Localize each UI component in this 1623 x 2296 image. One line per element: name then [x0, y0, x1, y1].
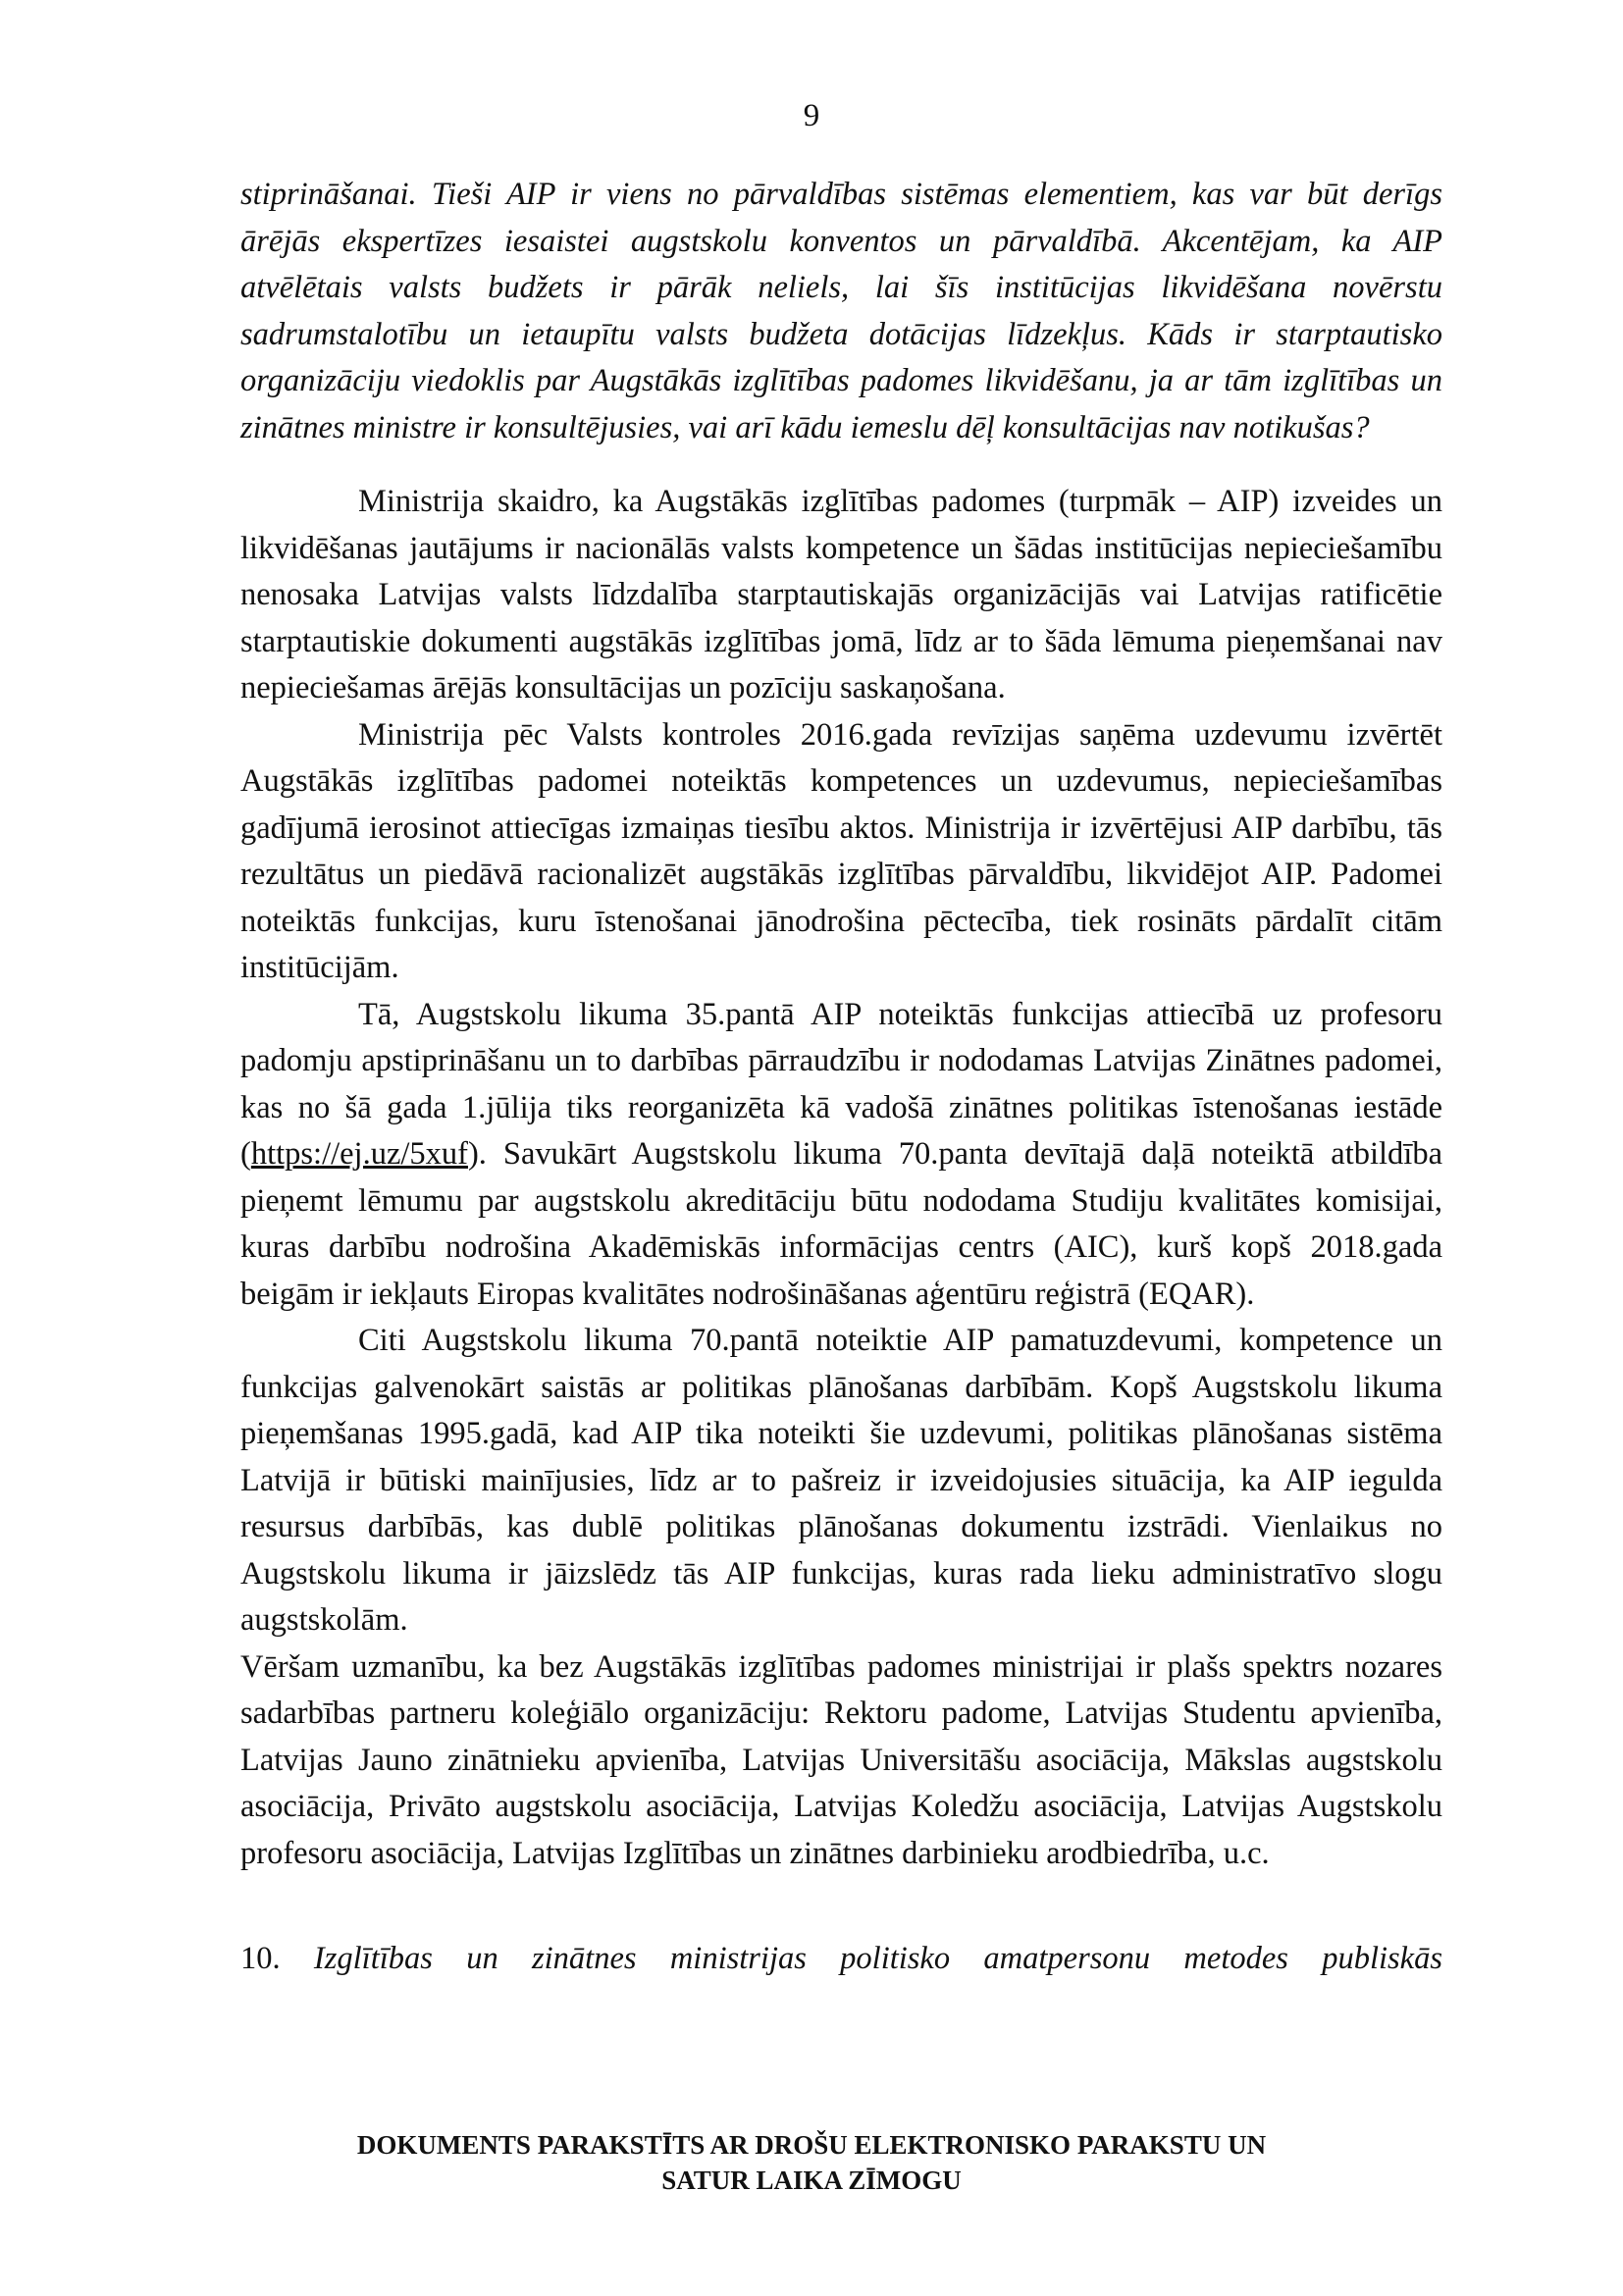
signature-footer: [0, 2127, 1623, 2198]
answer-paragraph-3: [240, 992, 1442, 1319]
page-number: 9: [803, 98, 820, 133]
reference-link[interactable]: https://ej.uz/5xuf: [250, 1136, 468, 1172]
answer-paragraph-3-end: ). Savukārt Augstskolu likuma 70.panta devītajā daļā noteiktā atbildība pieņemt lēmumu par augstskolu akreditāciju būtu nododama Studiju kvalitātes komisijai, kuras darbību nodrošina Akadēmiskās informācijas centrs (AIC), kurš kopš 2018.gada beigām ir iekļauts Eiropas kvalitātes nodrošināšanas aģentūru reģistrā (EQAR).: [240, 1136, 1442, 1312]
answer-paragraph-4: Citi Augstskolu likuma 70.pantā noteiktie AIP pamatuzdevumi, kompetence un funkcijas galvenokārt saistās ar politikas plānošanas darbībām. Kopš Augstskolu likuma pieņemšanas 1995.gadā, kad AIP tika noteikti šie uzdevumi, politikas plānošanas sistēma Latvijā ir būtiski mainījusies, līdz ar to pašreiz ir izveidojusies situācija, ka AIP iegulda resursus darbībās, kas dublē politikas plānošanas dokumentu izstrādi. Vienlaikus no Augstskolu likuma ir jāizslēdz tās AIP funkcijas, kuras rada lieku administratīvo slogu augstskolām.: [240, 1323, 1442, 1638]
next-question-number: 10.: [240, 1941, 281, 1976]
answer-paragraph-2: Ministrija pēc Valsts kontroles 2016.gada revīzijas saņēma uzdevumu izvērtēt Augstākās izglītības padomei noteiktās kompetences un uzdevumus, nepieciešamības gadījumā ierosinot attiecīgas izmaiņas tiesību aktos. Ministrija ir izvērtējusi AIP darbību, tās rezultātus un piedāvā racionalizēt augstākās izglītības pārvaldību, likvidējot AIP. Padomei noteiktās funkcijas, kuru īstenošanai jānodrošina pēctecība, tiek rosināts pārdalīt citām institūcijām.: [240, 716, 1442, 985]
answer-paragraph-5: Vēršam uzmanību, ka bez Augstākās izglītības padomes ministrijai ir plašs spektrs nozares sadarbības partneru koleģiālo organizāciju: Rektoru padome, Latvijas Studentu apvienība, Latvijas Jauno zinātnieku apvienība, Latvijas Universitāšu asociācija, Mākslas augstskolu asociācija, Privāto augstskolu asociācija, Latvijas Koledžu asociācija, Latvijas Augstskolu profesoru asociācija, Latvijas Izglītības un zinātnes darbinieku arodbiedrība, u.c.: [240, 1648, 1442, 1871]
next-question-text: Izglītības un zinātnes ministrijas politisko amatpersonu metodes publiskās: [313, 1941, 1442, 1976]
next-question-heading: [240, 1936, 1442, 1983]
footer-line-2: SATUR LAIKA ZĪMOGU: [661, 2166, 962, 2195]
footer-line-1: DOKUMENTS PARAKSTĪTS AR DROŠU ELEKTRONISKO PARAKSTU UN: [356, 2130, 1267, 2160]
answer-paragraph-1: Ministrija skaidro, ka Augstākās izglītības padomes (turpmāk – AIP) izveides un likvidēšanas jautājums ir nacionālās valsts kompetence un šādas institūcijas nepieciešamību nenosaka Latvijas valsts līdzdalība starptautiskajās organizācijās vai Latvijas ratificētie starptautiskie dokumenti augstākās izglītības jomā, līdz ar to šāda lēmuma pieņemšanai nav nepieciešamas ārējās konsultācijas un pozīciju saskaņošana.: [240, 484, 1442, 705]
answer-paragraph-3-start: Tā, Augstskolu likuma 35.pantā AIP noteiktās funkcijas attiecībā uz profesoru padomju apstiprināšanu un to darbības pārraudzību ir nododamas Latvijas Zinātnes padomei, kas no šā gada 1.jūlija tiks reorganizēta kā vadošā zinātnes politikas īstenošanas iestāde (: [240, 996, 1442, 1172]
document-body: [240, 172, 1442, 1983]
question-continuation: stiprināšanai. Tieši AIP ir viens no pārvaldības sistēmas elementiem, kas var būt derīgs ārējās ekspertīzes iesaistei augstskolu konventos un pārvaldībā. Akcentējam, ka AIP atvēlētais valsts budžets ir pārāk neliels, lai šīs institūcijas likvidēšana novērstu sadrumstalotību un ietaupītu valsts budžeta dotācijas līdzekļus. Kāds ir starptautisko organizāciju viedoklis par Augstākās izglītības padomes likvidēšanu, ja ar tām izglītības un zinātnes ministre ir konsultējusies, vai arī kādu iemeslu dēļ konsultācijas nav notikušas?: [240, 177, 1442, 445]
